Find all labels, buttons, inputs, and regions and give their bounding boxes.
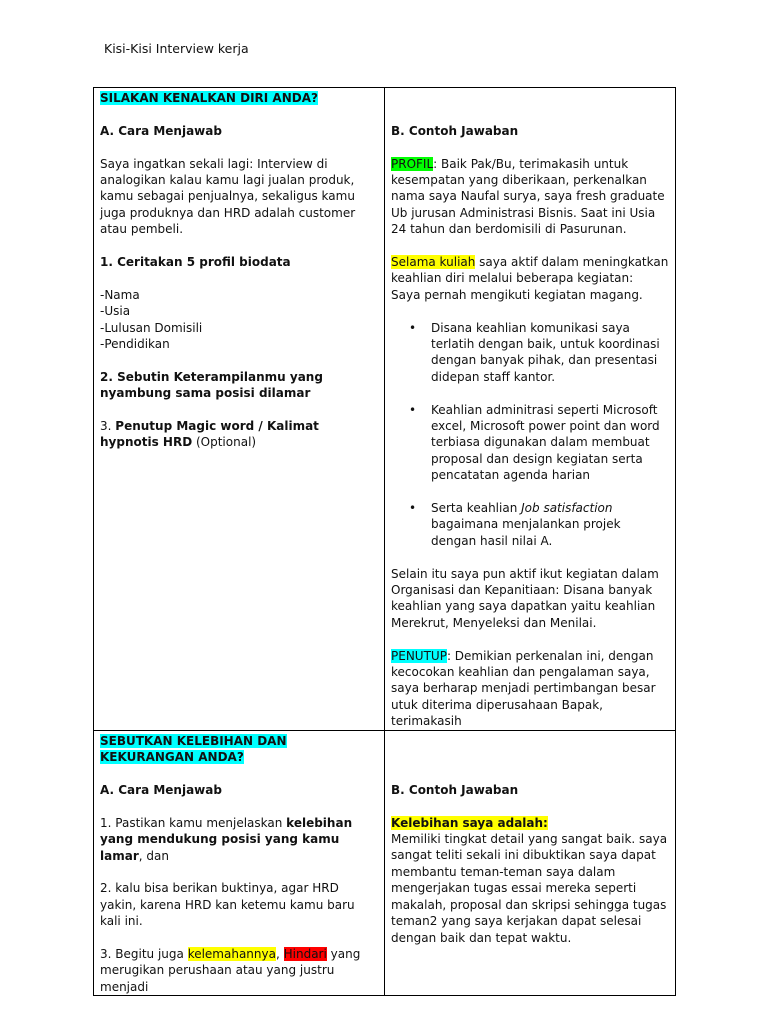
bullet3-pre: Serta keahlian	[431, 501, 522, 516]
point-3-number: 3.	[100, 419, 112, 434]
document-title: Kisi-Kisi Interview kerja	[104, 41, 249, 56]
profil-paragraph	[391, 156, 669, 238]
table-row	[94, 88, 676, 731]
p1-post: , dan	[138, 848, 169, 863]
example-heading: B. Contoh Jawaban	[391, 782, 519, 797]
right-cell-strengths-example	[385, 730, 676, 995]
point-1: 1. Ceritakan 5 profil biodata	[100, 255, 291, 270]
list-item	[431, 500, 669, 549]
kelebihan-text: Memiliki tingkat detail yang sangat baik. saya sangat teliti sekali ini dibuktikan saya dapat membantu teman-teman saya dalam mengerjakan tugas essai mereka seperti makalah, proposal dan skripsi sehingga tugas teman2 yang saya kerjakan dapat selesai dengan baik dan tepat waktu.	[391, 832, 668, 945]
question-heading: SEBUTKAN KELEBIHAN DAN KEKURANGAN ANDA?	[100, 733, 287, 765]
p3-weakness: kelemahannya	[187, 946, 276, 961]
biodata-item: -Pendidikan	[100, 337, 170, 352]
left-cell-intro	[94, 88, 385, 731]
magang-text: Saya pernah mengikuti kegiatan magang.	[391, 287, 643, 302]
right-cell-example	[385, 88, 676, 731]
kelebihan-label: Kelebihan saya adalah:	[391, 815, 548, 830]
left-cell-strengths	[94, 730, 385, 995]
point-3-title: Penutup Magic word / Kalimat hypnotis HRD	[100, 419, 319, 450]
p1-bold: kelebihan yang mendukung posisi yang kamu lamar	[100, 815, 353, 863]
kuliah-text: saya aktif dalam meningkatkan keahlian diri melalui beberapa kegiatan:	[391, 255, 669, 286]
strength-point-2: 2. kalu bisa berikan buktinya, agar HRD yakin, karena HRD kan ketemu kamu baru kali ini.	[100, 881, 355, 929]
table-row	[94, 730, 676, 995]
p3-avoid: Hindari	[283, 946, 327, 961]
strength-point-1	[100, 815, 378, 864]
kuliah-label: Selama kuliah	[391, 255, 476, 269]
bullet3-italic: Job satisfaction	[521, 501, 613, 516]
kuliah-paragraph	[391, 254, 669, 287]
list-item: • Disana keahlian komunikasi saya terlatih dengan baik, untuk koordinasi dengan banyak pihak, dan presentasi didepan staff kantor.	[431, 320, 669, 386]
penutup-text: : Demikian perkenalan ini, dengan kecocokan keahlian dan pengalaman saya, saya berharap menjadi pertimbangan besar utuk diterima diperusahaan Bapak, terimakasih	[391, 648, 656, 729]
list-item: • Keahlian adminitrasi seperti Microsoft excel, Microsoft power point dan word terbiasa digunakan dalam membuat proposal dan design kegiatan serta pencatatan agenda harian	[431, 402, 669, 484]
answer-method-heading: A. Cara Menjawab	[100, 123, 222, 138]
intro-paragraph: Saya ingatkan sekali lagi: Interview di analogikan kalau kamu lagi jualan produk, kamu sebagai penjualnya, sekaligus kamu juga produknya dan HRD adalah customer atau pembeli.	[100, 156, 356, 237]
point-2: 2. Sebutin Keterampilanmu yang nyambung sama posisi dilamar	[100, 369, 323, 401]
p1-pre: 1. Pastikan kamu menjelaskan	[100, 815, 287, 830]
strength-point-3	[100, 946, 378, 995]
penutup-paragraph	[391, 648, 669, 730]
p3-post: yang merugikan perushaan atau yang justru menjadi	[100, 946, 361, 994]
example-heading: B. Contoh Jawaban	[391, 123, 519, 138]
profil-label: PROFIL	[391, 156, 434, 171]
bullet3-post: bagaimana menjalankan projek dengan hasil nilai A.	[431, 517, 621, 548]
point-3	[100, 418, 378, 451]
p3-pre: 3. Begitu juga	[100, 946, 188, 961]
question-heading: SILAKAN KENALKAN DIRI ANDA?	[100, 91, 318, 105]
answer-method-heading: A. Cara Menjawab	[100, 782, 222, 797]
biodata-item: -Lulusan Domisili	[100, 320, 203, 335]
profil-text: : Baik Pak/Bu, terimakasih untuk kesempatan yang diberikaan, perkenalkan nama saya Naufal surya, saya fresh graduate Ub jurusan Administrasi Bisnis. Saat ini Usia 24 tahun dan berdomisili di Pasurunan.	[391, 156, 665, 237]
interview-table	[93, 87, 676, 996]
biodata-item: -Usia	[100, 304, 131, 319]
point-3-note: (Optional)	[195, 435, 257, 450]
biodata-item: -Nama	[100, 287, 140, 302]
penutup-label: PENUTUP	[391, 648, 447, 663]
skills-list	[391, 320, 669, 550]
organisasi-paragraph: Selain itu saya pun aktif ikut kegiatan dalam Organisasi dan Kepanitiaan: Disana banyak keahlian yang saya dapatkan yaitu keahlian Merekrut, Menyeleksi dan Menilai.	[391, 566, 659, 630]
p3-comma: ,	[275, 946, 284, 961]
